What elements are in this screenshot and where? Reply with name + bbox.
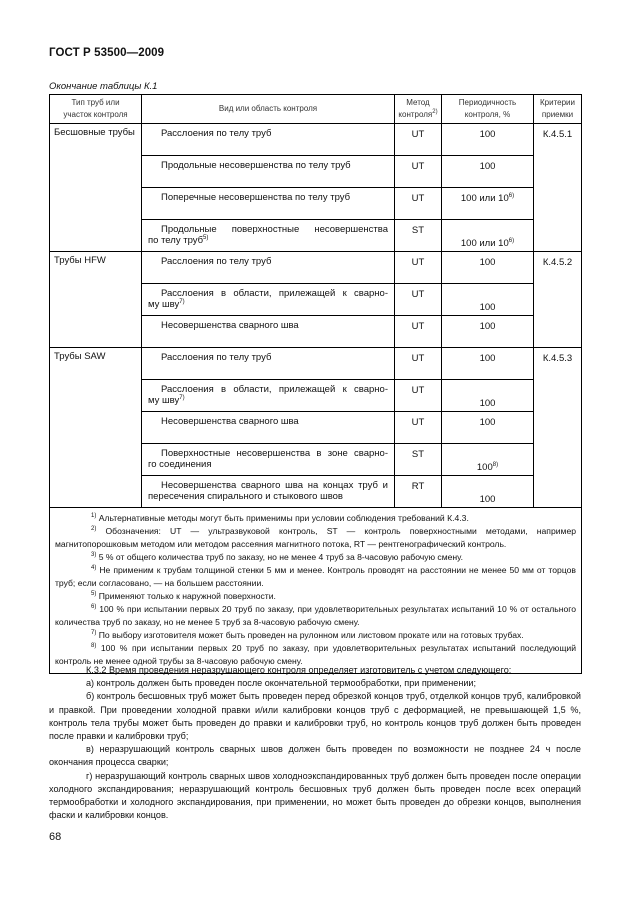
method-cell: UT <box>395 124 442 156</box>
area-cell: Несовершенства сварного шва <box>142 316 395 348</box>
area-cell: Продольные поверхностные несовершенства по телу труб$^{5)}$ <box>142 220 395 252</box>
criteria-cell: К.4.5.2 <box>534 252 582 348</box>
area-cell: Расслоения по телу труб <box>142 348 395 380</box>
area-cell: Несовершенства сварного шва <box>142 412 395 444</box>
criteria-cell: К.4.5.1 <box>534 124 582 252</box>
area-cell: Расслоения в области, прилежащей к сварно- му шву$^{7)}$ <box>142 284 395 316</box>
footnote: $^{3)}$ 5 % от общего количества труб по заказу, но не менее 4 труб за 8-часовую рабочую смену. <box>91 552 463 562</box>
area-cell: Расслоения в области, прилежащей к сварно- му шву$^{7)}$ <box>142 380 395 412</box>
area-cell: Продольные несовершенства по телу труб <box>142 156 395 188</box>
method-cell: RT <box>395 476 442 508</box>
frequency-cell: 100 <box>442 348 534 380</box>
col-header-type: Тип труб или участок контроля <box>50 95 142 124</box>
col-header-frequency: Периодичность контроля, % <box>442 95 534 124</box>
frequency-cell: 100$^{8)}$ <box>442 444 534 476</box>
method-cell: ST <box>395 220 442 252</box>
paragraph: г) неразрушающий контроль сварных швов холоднoэкспандированных труб должен быть проведен после операции холодного экспандирования; неразрушающий контроль бесшовных труб должен быть проведен после всех операций термообработки и холодного экспандирования, при применении, но может быть проведен до обрезки концов, выполнения фаски и калибровки концов. <box>49 770 581 821</box>
table-caption: Окончание таблицы К.1 <box>49 81 158 92</box>
col-header-criteria: Критерии приемки <box>534 95 582 124</box>
area-cell: Поперечные несовершенства по телу труб <box>142 188 395 220</box>
paragraph: а) контроль должен быть проведен после окончательной термообработки, при применении; <box>86 678 477 689</box>
body-text <box>49 664 581 822</box>
method-cell: UT <box>395 412 442 444</box>
footnote: $^{8)}$ 100 % при испытании первых 20 труб по заказу, при удовлетворительных результатах испытаний последующий контроль не менее одной трубы за 8-часовую рабочую смену. <box>55 643 576 666</box>
method-cell: UT <box>395 348 442 380</box>
frequency-cell: 100 или 10$^{6)}$ <box>442 188 534 220</box>
frequency-cell: 100 <box>442 380 534 412</box>
footnote: $^{7)}$ По выбору изготовителя может быть проведен на рулонном или листовом прокате или на готовых трубах. <box>91 630 524 640</box>
method-cell: UT <box>395 156 442 188</box>
area-cell: Расслоения по телу труб <box>142 252 395 284</box>
paragraph: в) неразрушающий контроль сварных швов должен быть проведен по возможности не позднее 24 ч после окончания процесса сварки; <box>49 744 581 768</box>
method-cell: UT <box>395 252 442 284</box>
method-cell: ST <box>395 444 442 476</box>
method-cell: UT <box>395 380 442 412</box>
criteria-cell: К.4.5.3 <box>534 348 582 508</box>
frequency-cell: 100 <box>442 284 534 316</box>
footnote: $^{4)}$ Не применим к трубам толщиной стенки 5 мм и менее. Контроль проводят на расстоянии не менее 50 мм от торцов труб; если согласовано, — на большем расстоянии. <box>55 565 576 588</box>
frequency-cell: 100 <box>442 156 534 188</box>
table-row <box>50 348 582 380</box>
inspection-table <box>49 94 582 674</box>
pipe-type-cell: Трубы SAW <box>50 348 142 508</box>
paragraph: К.3.2 Время проведения неразрушающего контроля определяет изготовитель с учетом следующего: <box>86 665 512 675</box>
method-cell: UT <box>395 284 442 316</box>
frequency-cell: 100 или 10$^{6)}$ <box>442 220 534 252</box>
table-notes <box>50 508 582 674</box>
paragraph: б) контроль бесшовных труб может быть проведен перед обрезкой концов труб, отделкой концов труб, калибровкой и правкой. При проведении холодной правки и/или калибровки концов труб с деформацией, не превышающей 1,5 %, контроль тела трубы может быть проведен до правки и калибровки труб, но контроль концов труб должен быть проведен после правки и калибровки труб; <box>49 691 581 742</box>
area-cell: Несовершенства сварного шва на концах труб и пересечения спирального и стыкового швов <box>142 476 395 508</box>
notes-row <box>50 508 582 674</box>
method-cell: UT <box>395 188 442 220</box>
footnote: $^{5)}$ Применяют только к наружной поверхности. <box>91 591 276 601</box>
frequency-cell: 100 <box>442 476 534 508</box>
pipe-type-cell: Бесшовные трубы <box>50 124 142 252</box>
frequency-cell: 100 <box>442 252 534 284</box>
table-row <box>50 252 582 284</box>
frequency-cell: 100 <box>442 412 534 444</box>
footnote: $^{6)}$ 100 % при испытании первых 20 труб по заказу, при удовлетворительных результатах испытаний 10 % от остального количества труб по заказу, но не менее 5 труб за 8-часовую рабочую смену. <box>55 604 576 627</box>
footnote: $^{2)}$ Обозначения: UT — ультразвуковой контроль, ST — контроль поверхностными методами, например магнитопорошковым методом или методом рассеяния магнитного потока, RT — рентгенографический контроль. <box>55 526 577 549</box>
table-row <box>50 124 582 156</box>
page-number: 68 <box>49 831 62 843</box>
table-header-row <box>50 95 582 124</box>
footnote: $^{1)}$ Альтернативные методы могут быть применимы при условии соблюдения требований К.4.3. <box>91 513 469 523</box>
col-header-area: Вид или область контроля <box>142 95 395 124</box>
area-cell: Расслоения по телу труб <box>142 124 395 156</box>
document-header: ГОСТ Р 53500—2009 <box>49 47 165 59</box>
col-header-method: Метод контроля$^{2)}$ <box>395 95 442 124</box>
area-cell: Поверхностные несовершенства в зоне сварно- го соединения <box>142 444 395 476</box>
method-cell: UT <box>395 316 442 348</box>
frequency-cell: 100 <box>442 124 534 156</box>
pipe-type-cell: Трубы HFW <box>50 252 142 348</box>
frequency-cell: 100 <box>442 316 534 348</box>
